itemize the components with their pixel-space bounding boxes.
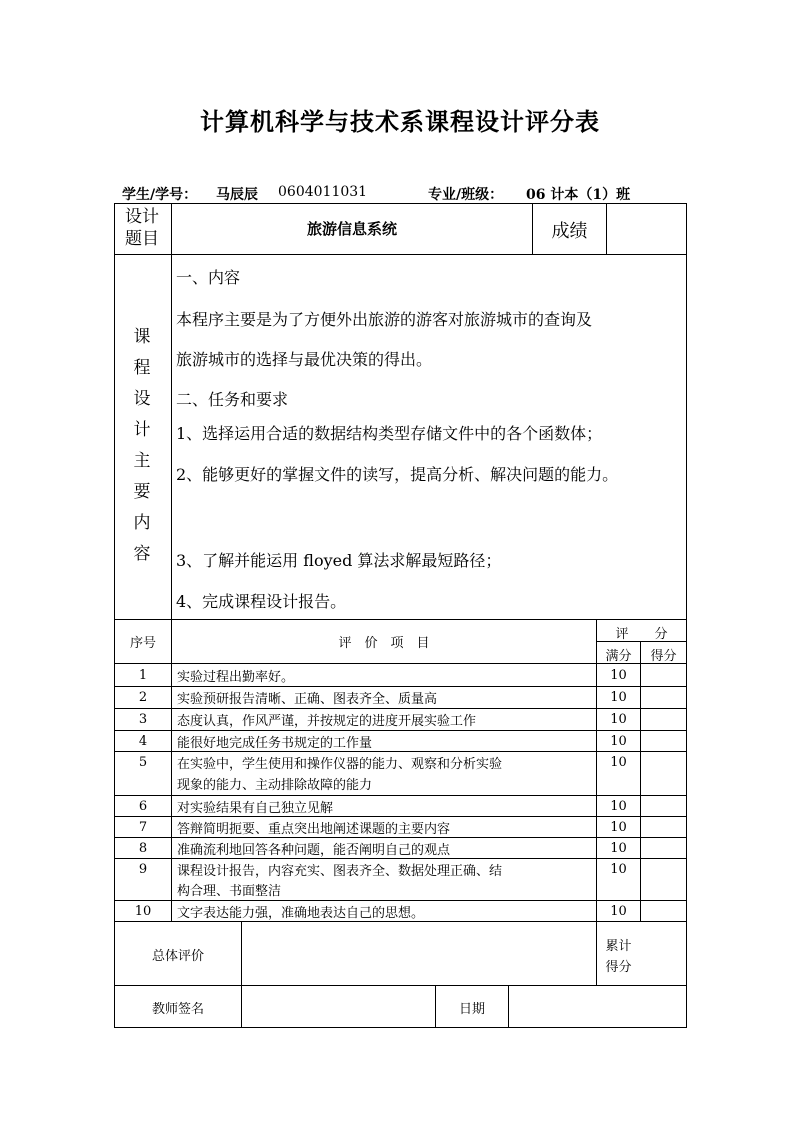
row-item: 在实验中，学生使用和操作仪器的能力、观察和分析实验 bbox=[177, 757, 503, 772]
row-index: 3 bbox=[138, 712, 148, 727]
row-full-score: 10 bbox=[610, 904, 627, 919]
student-name: 马辰辰 bbox=[216, 187, 258, 203]
col-score-header: 评 分 bbox=[615, 627, 668, 642]
row-item: 实验预研报告清晰、正确、图表齐全、质量高 bbox=[177, 692, 438, 707]
row-index: 8 bbox=[138, 841, 148, 856]
teacher-label: 教师签名 bbox=[151, 1002, 204, 1017]
content-line: 2、能够更好的掌握文件的读写，提高分析、解决问题的能力。 bbox=[176, 465, 619, 484]
grade-label: 成绩 bbox=[551, 221, 588, 242]
row-item-cont: 构合理、书面整洁 bbox=[177, 884, 282, 899]
content-line: 二、任务和要求 bbox=[176, 390, 289, 409]
col-got-header: 得分 bbox=[650, 649, 677, 664]
row-full-score: 10 bbox=[610, 862, 627, 877]
row-full-score: 10 bbox=[610, 820, 627, 835]
content-side-char: 要 bbox=[133, 482, 151, 502]
content-side-char: 容 bbox=[133, 544, 151, 564]
row-item: 准确流利地回答各种问题，能否阐明自己的观点 bbox=[177, 843, 451, 858]
content-side-char: 课 bbox=[133, 327, 151, 347]
topic-label: 设计题目 bbox=[125, 207, 159, 249]
student-label: 学生/学号： bbox=[122, 187, 198, 203]
content-side-char: 计 bbox=[133, 420, 151, 440]
row-item: 文字表达能力强，准确地表达自己的思想。 bbox=[177, 906, 425, 921]
row-index: 6 bbox=[138, 799, 148, 814]
row-index: 9 bbox=[138, 862, 148, 877]
row-full-score: 10 bbox=[610, 668, 627, 683]
content-line: 1、选择运用合适的数据结构类型存储文件中的各个函数体； bbox=[176, 424, 603, 443]
row-full-score: 10 bbox=[610, 712, 627, 727]
row-index: 7 bbox=[138, 820, 148, 835]
row-index: 10 bbox=[134, 904, 152, 919]
row-item: 答辩简明扼要、重点突出地阐述课题的主要内容 bbox=[177, 822, 451, 837]
total-label-line1: 累计 bbox=[605, 939, 632, 954]
row-item: 对实验结果有自己独立见解 bbox=[177, 801, 334, 816]
major-label: 专业/班级： bbox=[428, 187, 504, 203]
content-side-char: 主 bbox=[133, 451, 151, 471]
total-label-line2: 得分 bbox=[605, 960, 632, 975]
content-line: 本程序主要是为了方便外出旅游的游客对旅游城市的查询及 bbox=[176, 310, 593, 329]
content-side-char: 内 bbox=[133, 513, 151, 533]
row-full-score: 10 bbox=[610, 755, 627, 770]
row-item: 态度认真，作风严谨，并按规定的进度开展实验工作 bbox=[177, 714, 477, 729]
page-title: 计算机科学与技术系课程设计评分表 bbox=[200, 108, 600, 136]
row-index: 4 bbox=[138, 734, 148, 749]
content-side-label bbox=[124, 322, 160, 570]
row-index: 2 bbox=[138, 690, 148, 705]
row-item: 实验过程出勤率好。 bbox=[177, 670, 295, 685]
student-id: 0604011031 bbox=[278, 184, 368, 200]
content-side-char: 程 bbox=[133, 358, 151, 378]
content-line: 一、内容 bbox=[176, 268, 241, 287]
row-item: 能很好地完成任务书规定的工作量 bbox=[177, 736, 373, 751]
content-line: 3、了解并能运用 floyed 算法求解最短路径； bbox=[176, 551, 502, 570]
content-side-char: 设 bbox=[133, 389, 151, 409]
col-index-header: 序号 bbox=[129, 636, 156, 651]
col-item-header: 评 价 项 目 bbox=[338, 636, 430, 651]
content-line: 4、完成课程设计报告。 bbox=[176, 592, 347, 611]
overall-label: 总体评价 bbox=[151, 949, 204, 964]
row-index: 1 bbox=[138, 668, 148, 683]
major-value: 06 计本（1）班 bbox=[526, 187, 631, 203]
row-item-cont: 现象的能力、主动排除故障的能力 bbox=[177, 778, 373, 793]
row-full-score: 10 bbox=[610, 690, 627, 705]
content-line: 旅游城市的选择与最优决策的得出。 bbox=[176, 350, 433, 369]
date-label: 日期 bbox=[458, 1002, 485, 1017]
row-item: 课程设计报告，内容充实、图表齐全、数据处理正确、结 bbox=[177, 864, 503, 879]
row-index: 5 bbox=[138, 755, 148, 770]
col-full-header: 满分 bbox=[605, 649, 632, 664]
topic-value: 旅游信息系统 bbox=[306, 220, 397, 238]
row-full-score: 10 bbox=[610, 734, 627, 749]
row-full-score: 10 bbox=[610, 841, 627, 856]
row-full-score: 10 bbox=[610, 799, 627, 814]
